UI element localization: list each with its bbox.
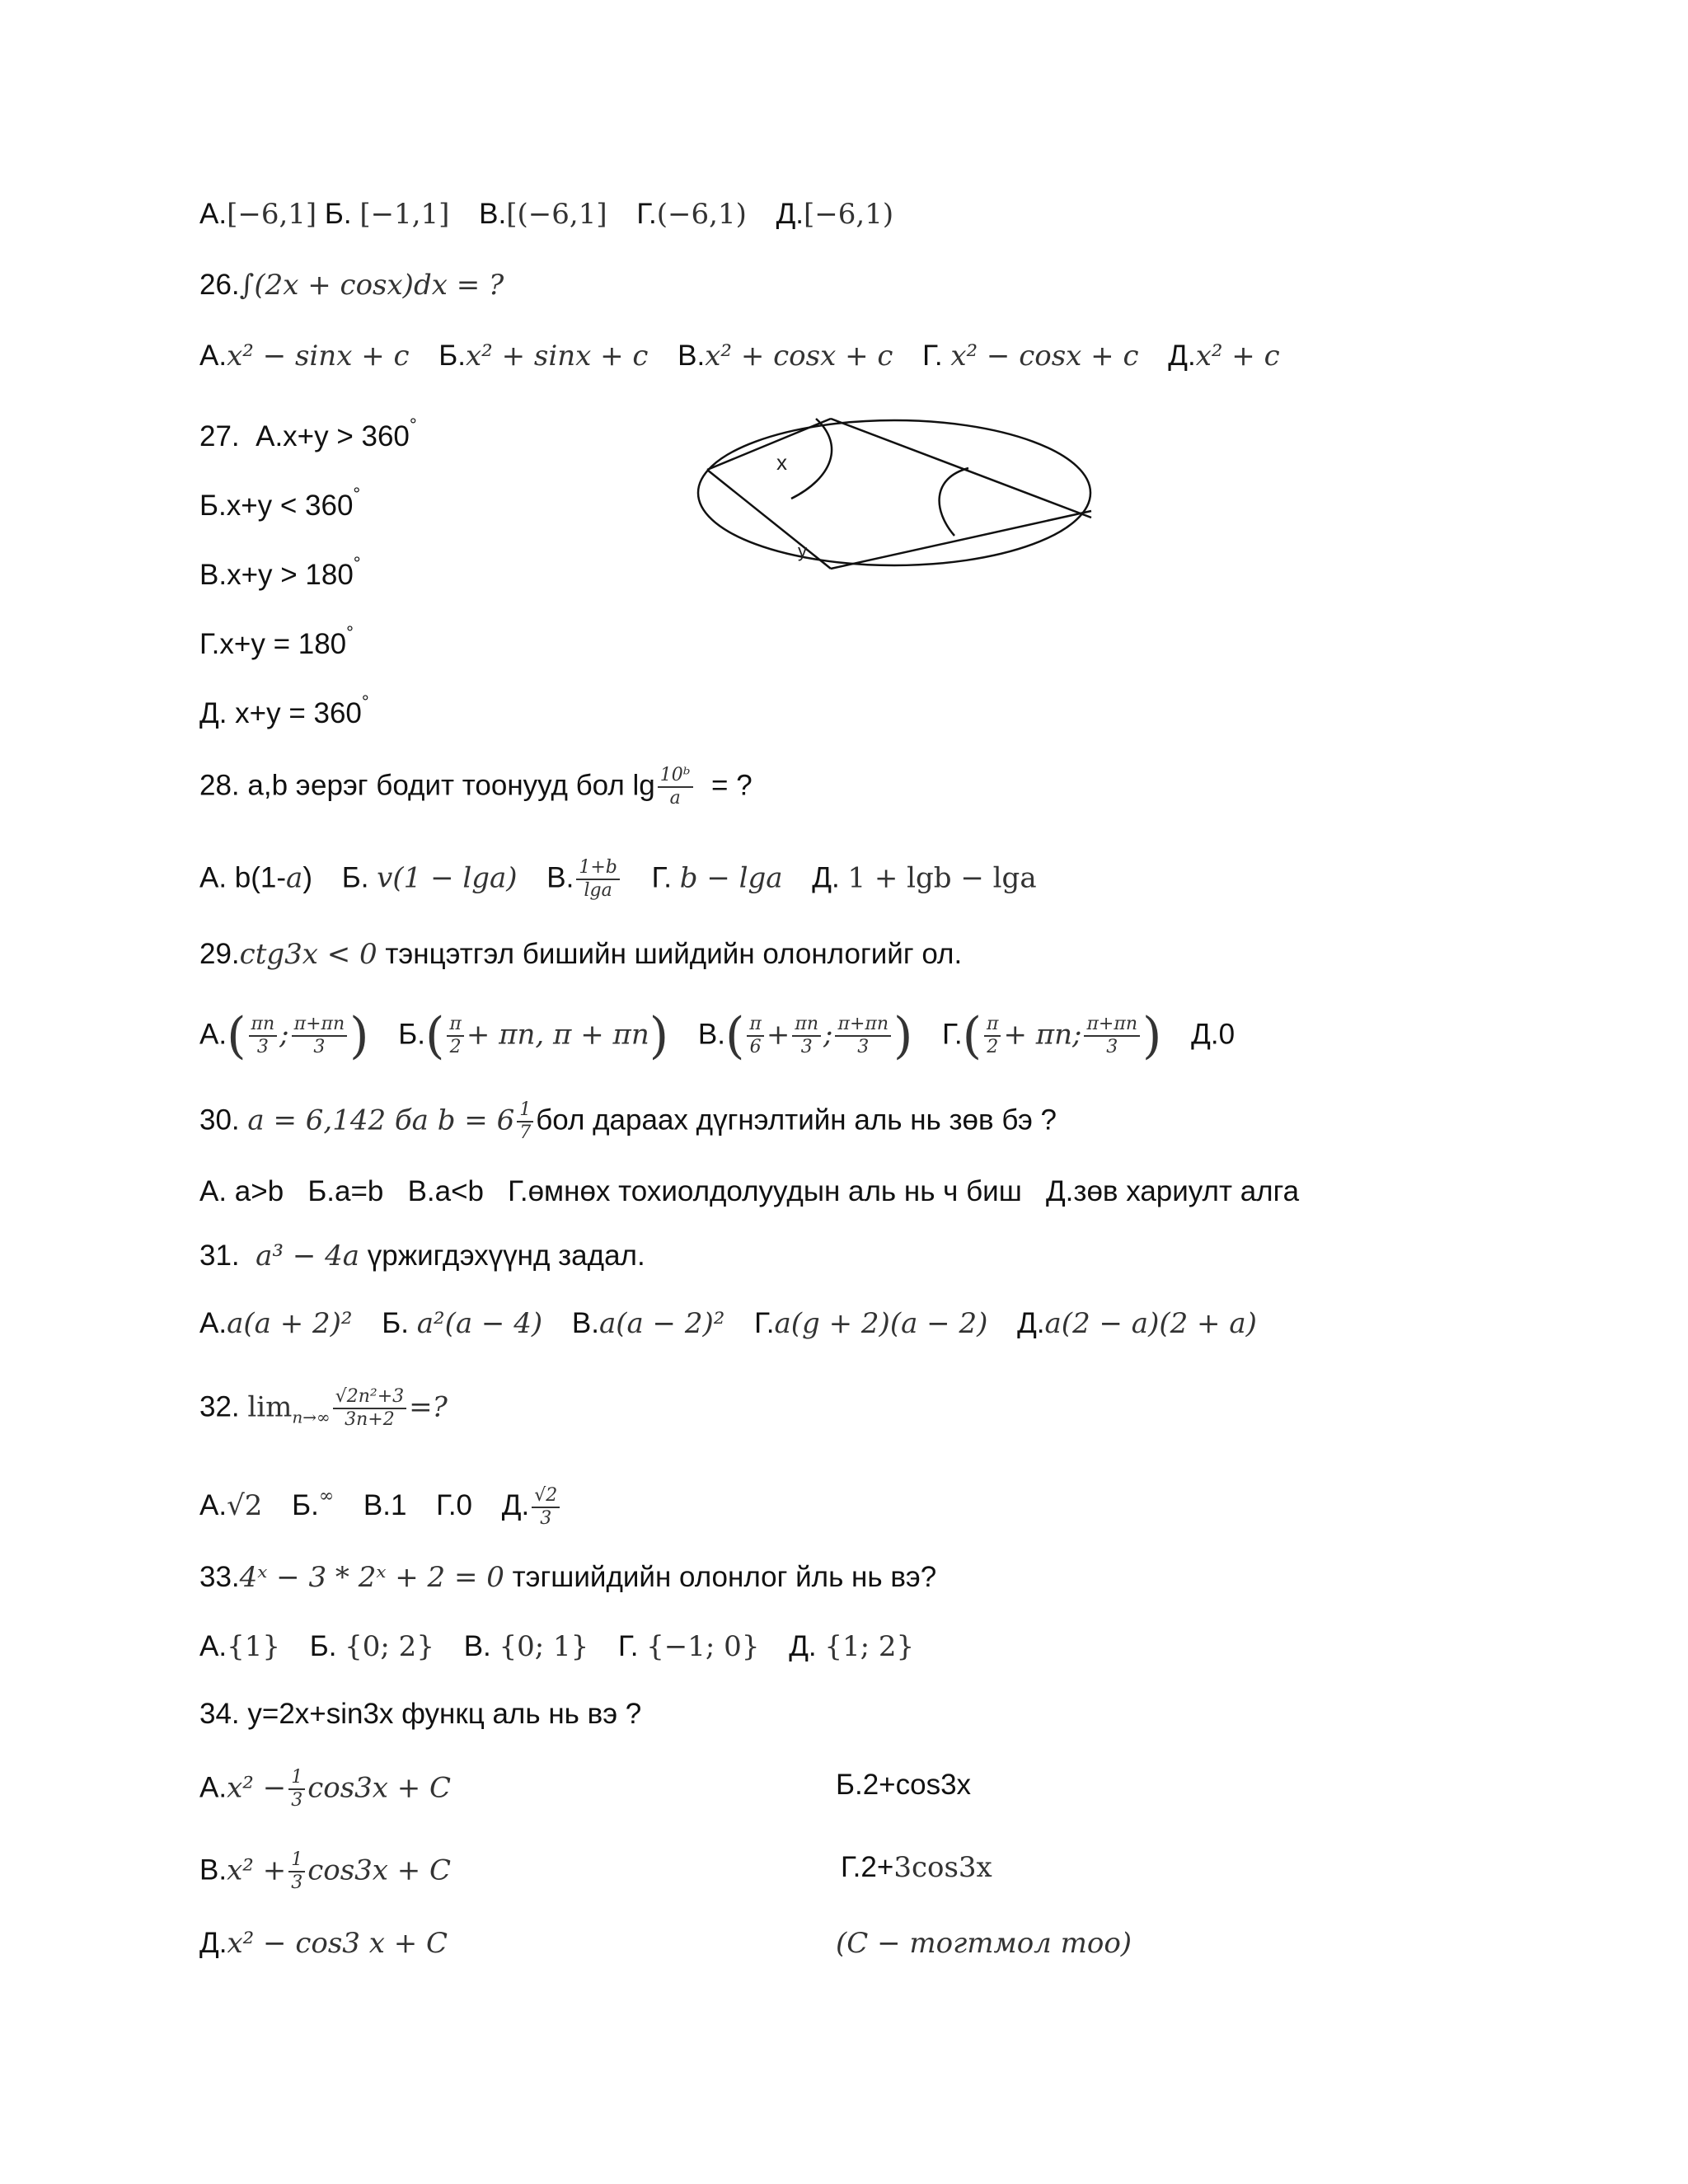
q34-question: 34. y=2x+sin3x функц аль нь вэ ? <box>199 1698 642 1730</box>
q31-question <box>199 1238 645 1274</box>
q34-option-a <box>199 1767 972 1811</box>
q29-d-num1: π <box>984 1014 1001 1037</box>
q33-question <box>199 1559 936 1596</box>
q25-option-b-label: Б. <box>324 198 352 230</box>
q26-option-a-value: x² − sinx + c <box>227 340 410 373</box>
q34-option-d-label: Г.2+ <box>841 1851 894 1883</box>
q25-option-e-label: Д. <box>776 198 804 230</box>
q34-option-e <box>199 1925 1132 1961</box>
q28-option-a-close: ) <box>302 861 312 894</box>
q32-fraction-numerator: √2n²+3 <box>333 1386 406 1409</box>
q29-expression: ctg3x < 0 <box>239 938 377 971</box>
q33-option-a-label: А. <box>199 1630 227 1662</box>
q29-b-tail: + πn, π + πn <box>466 1018 649 1052</box>
q28-option-b-label: Б. <box>341 861 369 894</box>
q27-option-b <box>199 476 360 524</box>
q29-b-num1: π <box>447 1014 463 1037</box>
q32-fraction-denominator: 3n+2 <box>345 1409 395 1430</box>
q34-option-d <box>841 1849 992 1886</box>
q34-option-a-post: cos3x + C <box>307 1771 452 1805</box>
q34-option-c-pre: x² + <box>227 1854 287 1887</box>
q28-answers <box>199 857 1037 902</box>
q34-option-a-pre: x² − <box>227 1771 287 1805</box>
q29-a-den2: 3 <box>313 1037 326 1057</box>
q33-option-c-value: {0; 1} <box>499 1630 589 1663</box>
q26-option-c-label: В. <box>678 340 706 372</box>
q27-option-e-text: Д. x+y = 360 <box>199 697 362 729</box>
q29-answers: А.( $\frac{\pi n}{3}$ ; $\frac{\pi+\pi n}{3}$ ) Б.( $\frac{\pi}{2}$ + πn, π + πn) В.( $\frac{\pi}{6}$ + $\frac{\pi n}{3}$ ; $\frac{\pi+\pi n}{3}$ ) Г.( $\frac{\pi}{2}$ + πn; $\frac{\pi+\pi n}{3}$ ) Д.0 <box>199 1007 1236 1065</box>
q29-d-den2: 3 <box>1106 1037 1118 1057</box>
q30-fraction-denominator: 7 <box>519 1122 532 1143</box>
q29-c-den2: 3 <box>800 1037 813 1057</box>
q29-d-mid: + πn; <box>1003 1018 1082 1052</box>
q31-expression: a³ − 4a <box>256 1240 360 1272</box>
q26-option-d-label: Г. <box>922 340 943 372</box>
angle-arc-y <box>940 468 968 536</box>
q29-c-den1: 6 <box>749 1037 762 1057</box>
q28-option-a-label: А. b(1- <box>199 861 287 894</box>
q26-option-c-value: x² + cosx + c <box>705 340 893 373</box>
q27-option-d <box>199 615 354 663</box>
q32-option-b-value: ∞ <box>318 1486 335 1507</box>
degree-symbol: ° <box>346 622 354 643</box>
q32-question <box>199 1386 448 1435</box>
q34-option-e-label: Д. <box>199 1927 227 1959</box>
q26-option-b-label: Б. <box>438 340 466 372</box>
q27-circle-diagram <box>692 412 1104 577</box>
degree-symbol: ° <box>361 691 369 712</box>
q30-fraction-numerator: 1 <box>517 1099 533 1122</box>
q29-a-den1: 3 <box>256 1037 269 1057</box>
q30-question <box>199 1099 1057 1144</box>
q29-a-num2: π+πn <box>292 1014 348 1037</box>
q26-option-b-value: x² + sinx + c <box>465 340 649 373</box>
q32-option-d: Г.0 <box>436 1489 473 1521</box>
q31-option-e-label: Д. <box>1017 1307 1045 1339</box>
q27-option-a-text: А.x+y > 360 <box>256 420 410 452</box>
q33-option-c-label: В. <box>463 1630 491 1662</box>
q34-constant-note: (C − тогтмол тоо) <box>836 1927 1132 1960</box>
q28-tail: = ? <box>711 769 753 802</box>
q34-option-d-value: 3cos3x <box>893 1851 992 1884</box>
q31-option-a-value: a(a + 2)² <box>227 1307 353 1340</box>
q29-c-num2: πn <box>792 1014 821 1037</box>
q25-option-c-label: В. <box>479 198 507 230</box>
q34-option-c <box>199 1849 992 1894</box>
q31-option-b-value: a²(a − 4) <box>416 1307 543 1340</box>
q25-option-d-label: Г. <box>636 198 657 230</box>
q33-option-e-label: Д. <box>789 1630 817 1662</box>
q28-question <box>199 765 753 809</box>
q28-option-c-numerator: 1+b <box>576 857 620 880</box>
q25-option-c-value: [(−6,1] <box>506 198 607 231</box>
q25-option-a-label: А. <box>199 198 227 230</box>
q29-d-den1: 2 <box>987 1037 999 1057</box>
q29-question <box>199 936 962 972</box>
q25-answers <box>199 196 893 232</box>
q31-text: үржигдэхүүнд задал. <box>367 1240 645 1272</box>
diagram-label-y: y <box>798 541 807 561</box>
q31-option-a-label: А. <box>199 1307 227 1339</box>
q28-option-a-var: a <box>286 861 303 895</box>
q31-option-e-value: a(2 − a)(2 + a) <box>1044 1307 1257 1340</box>
q29-c-num1: π <box>747 1014 763 1037</box>
q34-option-a-label: А. <box>199 1771 227 1804</box>
q27-option-b-text: Б.x+y < 360 <box>199 490 354 522</box>
degree-symbol: ° <box>353 484 361 504</box>
q25-option-a-value: [−6,1] <box>227 198 317 231</box>
q33-option-b-value: {0; 2} <box>345 1630 434 1663</box>
degree-symbol: ° <box>353 553 361 574</box>
q34-option-c-numerator: 1 <box>288 1849 305 1872</box>
q26-option-e-label: Д. <box>1168 340 1196 372</box>
q29-option-d-label: Г. <box>942 1018 963 1051</box>
q27-option-d-text: Г.x+y = 180 <box>199 628 347 660</box>
q26-option-e-value: x² + c <box>1195 340 1280 373</box>
q26-question <box>199 267 504 303</box>
q32-option-a-label: А. <box>199 1489 227 1521</box>
q26-option-d-value: x² − cosx + c <box>950 340 1139 373</box>
q27-option-c <box>199 546 361 593</box>
q34-option-b: Б.2+cos3x <box>836 1769 972 1801</box>
q26-number: 26. <box>199 269 240 301</box>
q29-text: тэнцэтгэл бишийн шийдийн олонлогийг ол. <box>385 938 963 970</box>
q25-option-e-value: [−6,1) <box>804 198 894 231</box>
q33-expression: 4ˣ − 3 * 2ˣ + 2 = 0 <box>239 1561 504 1594</box>
q28-option-e-value: 1 + lgb − lga <box>847 861 1037 895</box>
q30-number: 30. <box>199 1104 240 1137</box>
q32-option-b-label: Б. <box>292 1489 319 1521</box>
q32-lim: lim <box>247 1390 293 1424</box>
degree-symbol: ° <box>409 415 417 435</box>
q34-option-e-value: x² − cos3 x + C <box>227 1927 448 1960</box>
q32-option-c: В.1 <box>363 1489 407 1521</box>
q26-expression: ∫(2x + cosx)dx = ? <box>239 269 504 302</box>
q29-number: 29. <box>199 938 240 970</box>
q28-option-d-value: b − lga <box>679 861 783 895</box>
q28-option-b-value: v(1 − lga) <box>377 861 518 895</box>
q32-tail: =? <box>409 1390 448 1424</box>
q28-fraction-numerator: 10ᵇ <box>658 765 693 788</box>
q33-option-e-value: {1; 2} <box>824 1630 915 1663</box>
q34-option-c-denominator: 3 <box>291 1872 303 1893</box>
q26-option-a-label: А. <box>199 340 227 372</box>
q29-c-num3: π+πn <box>835 1014 891 1037</box>
q33-number: 33. <box>199 1561 240 1593</box>
q31-option-d-label: Г. <box>754 1307 775 1339</box>
q29-option-b-label: Б. <box>398 1018 425 1051</box>
q29-option-c-label: В. <box>697 1018 725 1051</box>
q32-number: 32. <box>199 1390 240 1423</box>
q27-option-a <box>199 407 417 455</box>
q25-option-d-value: (−6,1) <box>656 198 747 231</box>
q29-d-num2: π+πn <box>1084 1014 1140 1037</box>
q26-answers <box>199 338 1280 374</box>
q28-option-c-denominator: lga <box>584 880 612 901</box>
q30-answers: А. a>b Б.a=b В.a<b Г.өмнөх тохиолдолуудын аль нь ч биш Д.зөв хариулт алга <box>199 1175 1300 1207</box>
q28-option-d-label: Г. <box>651 861 673 894</box>
q31-option-b-label: Б. <box>382 1307 409 1339</box>
q34-option-a-denominator: 3 <box>291 1790 303 1811</box>
q29-option-a-label: А. <box>199 1018 227 1051</box>
q31-number: 31. <box>199 1240 240 1272</box>
q29-option-e: Д.0 <box>1191 1018 1236 1051</box>
q34-option-a-numerator: 1 <box>288 1767 305 1790</box>
q30-expression: a = 6,142 ба b = 6 <box>247 1104 515 1137</box>
q28-text: 28. a,b эерэг бодит тоонууд бол lg <box>199 769 655 802</box>
q28-fraction-denominator: a <box>669 788 681 808</box>
q31-option-c-value: a(a − 2)² <box>598 1307 725 1340</box>
q32-lim-subscript: n→∞ <box>292 1407 331 1427</box>
q31-option-c-label: В. <box>571 1307 599 1339</box>
q27-number: 27. <box>199 420 240 452</box>
q28-fraction <box>658 765 693 809</box>
diagram-chord <box>831 419 1091 518</box>
q28-option-c-fraction <box>576 857 620 902</box>
q27-option-c-text: В.x+y > 180 <box>199 559 354 591</box>
q33-option-d-value: {−1; 0} <box>646 1630 760 1663</box>
q25-option-b-value: [−1,1] <box>359 198 450 231</box>
q30-text: бол дараах дүгнэлтийн аль нь зөв бэ ? <box>536 1104 1057 1137</box>
q29-c-den3: 3 <box>857 1037 870 1057</box>
q32-option-e-denominator: 3 <box>540 1507 552 1529</box>
q34-option-c-post: cos3x + C <box>307 1854 452 1887</box>
q33-option-d-label: Г. <box>618 1630 639 1662</box>
q28-option-c-label: В. <box>546 861 574 894</box>
q31-option-d-value: a(g + 2)(a − 2) <box>774 1307 988 1340</box>
q32-option-e-label: Д. <box>501 1489 530 1521</box>
q32-option-e-numerator: √2 <box>532 1485 560 1508</box>
diagram-chord <box>707 419 831 470</box>
q28-option-e-label: Д. <box>812 861 840 894</box>
diagram-label-x: x <box>776 450 787 475</box>
q34-option-c-label: В. <box>199 1854 227 1886</box>
q31-answers <box>199 1305 1257 1342</box>
q33-option-b-label: Б. <box>309 1630 337 1662</box>
q33-text: тэгшийдийн олонлог йль нь вэ? <box>512 1561 937 1593</box>
q29-b-den1: 2 <box>449 1037 462 1057</box>
q29-a-num1: πn <box>249 1014 278 1037</box>
q33-answers <box>199 1629 914 1665</box>
q32-option-a-value: √2 <box>227 1489 263 1522</box>
q32-answers <box>199 1479 562 1530</box>
q27-option-e <box>199 684 369 732</box>
q33-option-a-value: {1} <box>227 1630 280 1663</box>
